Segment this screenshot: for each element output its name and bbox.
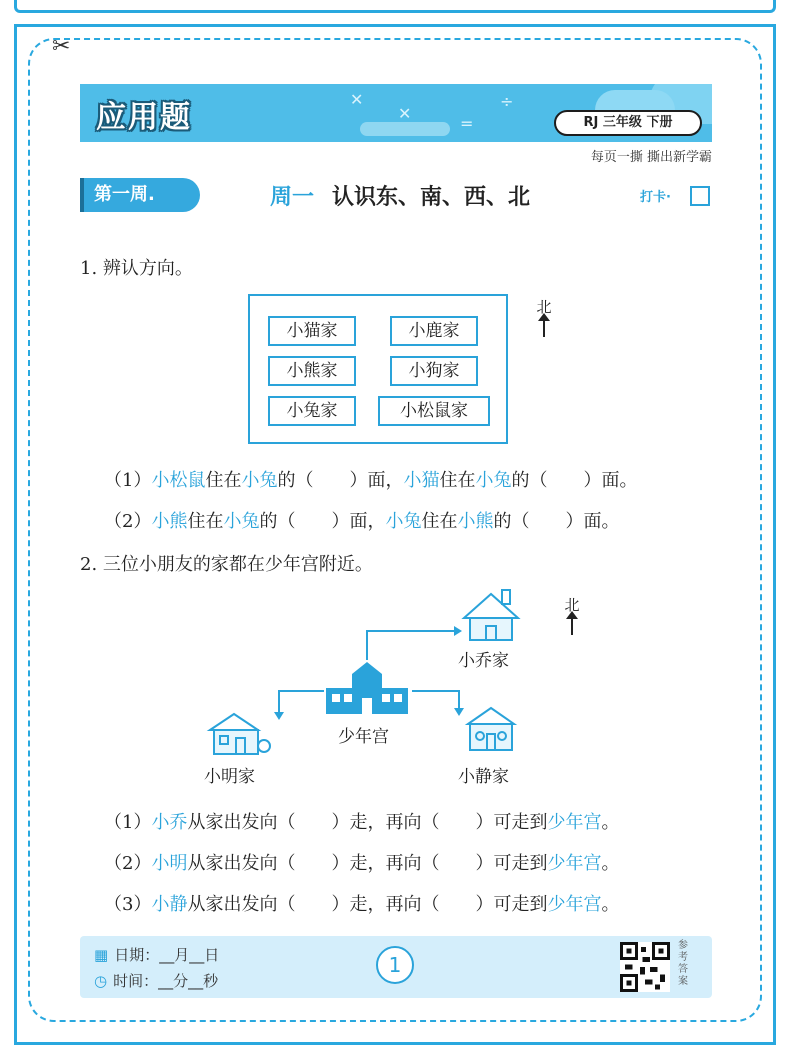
topic-label: 认识东、南、西、北 [332,185,531,210]
question-2-title: 2. 三位小朋友的家都在少年宫附近。 [80,554,373,575]
lesson-title [270,180,530,211]
ming-house-icon [206,710,272,758]
question-1-part-2: （2）小熊住在小兔的（ ）面，小兔住在小熊的（ ）面。 [104,511,620,532]
footer-bar [80,936,712,998]
question-1-part-1: （1）小松鼠住在小兔的（ ）面，小猫住在小兔的（ ）面。 [104,470,638,491]
date-row [94,944,219,965]
path-palace-to-jing-vertical [458,690,460,710]
ming-house-label: 小明家 [204,767,255,787]
house-bear: 小熊家 [268,356,356,386]
north-indicator-1 [532,296,556,337]
previous-page-edge [0,0,790,16]
grade-badge: RJ 三年级 下册 [554,110,702,136]
answer-qr-code[interactable] [620,942,670,992]
arrow-to-ming-icon [274,712,284,720]
north-label: 北 [564,596,580,614]
page-number: 1 [376,946,414,984]
week-tab: 第一周. [80,178,200,212]
north-indicator-2 [560,594,584,635]
day-label: 周一 [270,185,315,210]
house-dog: 小狗家 [390,356,478,386]
north-arrow-icon [543,319,545,337]
house-squirrel: 小松鼠家 [378,396,490,426]
time-field: 时间：__分__秒 [113,972,219,990]
house-rabbit: 小兔家 [268,396,356,426]
calendar-icon: ▦ [94,946,109,964]
jing-house-label: 小静家 [458,767,509,787]
path-palace-to-qiao-vertical [366,630,368,660]
qiao-house-icon [456,588,526,644]
arrow-to-jing-icon [454,708,464,716]
youth-palace-label: 少年宫 [338,727,389,747]
north-arrow-icon [571,617,573,635]
arrow-to-qiao-icon [454,626,462,636]
north-label: 北 [536,298,552,316]
question-2-part-3: （3）小静从家出发向（ ）走，再向（ ）可走到少年宫。 [104,894,620,915]
checkin-label: 打卡· [640,190,671,205]
checkin-checkbox[interactable] [690,186,710,206]
title-banner: ✕ ✕ = ÷ 应用题 [80,84,712,142]
date-field: 日期：__月__日 [114,946,220,964]
path-palace-to-qiao-horizontal [366,630,456,632]
qiao-house-label: 小乔家 [458,651,509,671]
youth-palace-icon [322,658,412,716]
scissors-icon: ✂ [52,34,71,59]
slogan: 每页一撕 撕出新学霸 [590,150,712,165]
qr-label: 参考答案 [678,940,688,987]
path-palace-to-ming-horizontal [278,690,324,692]
house-deer: 小鹿家 [390,316,478,346]
time-row [94,970,218,991]
stopwatch-icon: ◷ [94,972,108,990]
question-2-part-2: （2）小明从家出发向（ ）走，再向（ ）可走到少年宫。 [104,853,620,874]
jing-house-icon [464,704,518,752]
banner-title: 应用题 [96,100,192,135]
question-2-part-1: （1）小乔从家出发向（ ）走，再向（ ）可走到少年宫。 [104,812,620,833]
house-map [248,294,508,444]
path-palace-to-jing-horizontal [412,690,460,692]
house-cat: 小猫家 [268,316,356,346]
path-palace-to-ming-vertical [278,690,280,714]
question-1-title: 1. 辨认方向。 [80,258,193,279]
